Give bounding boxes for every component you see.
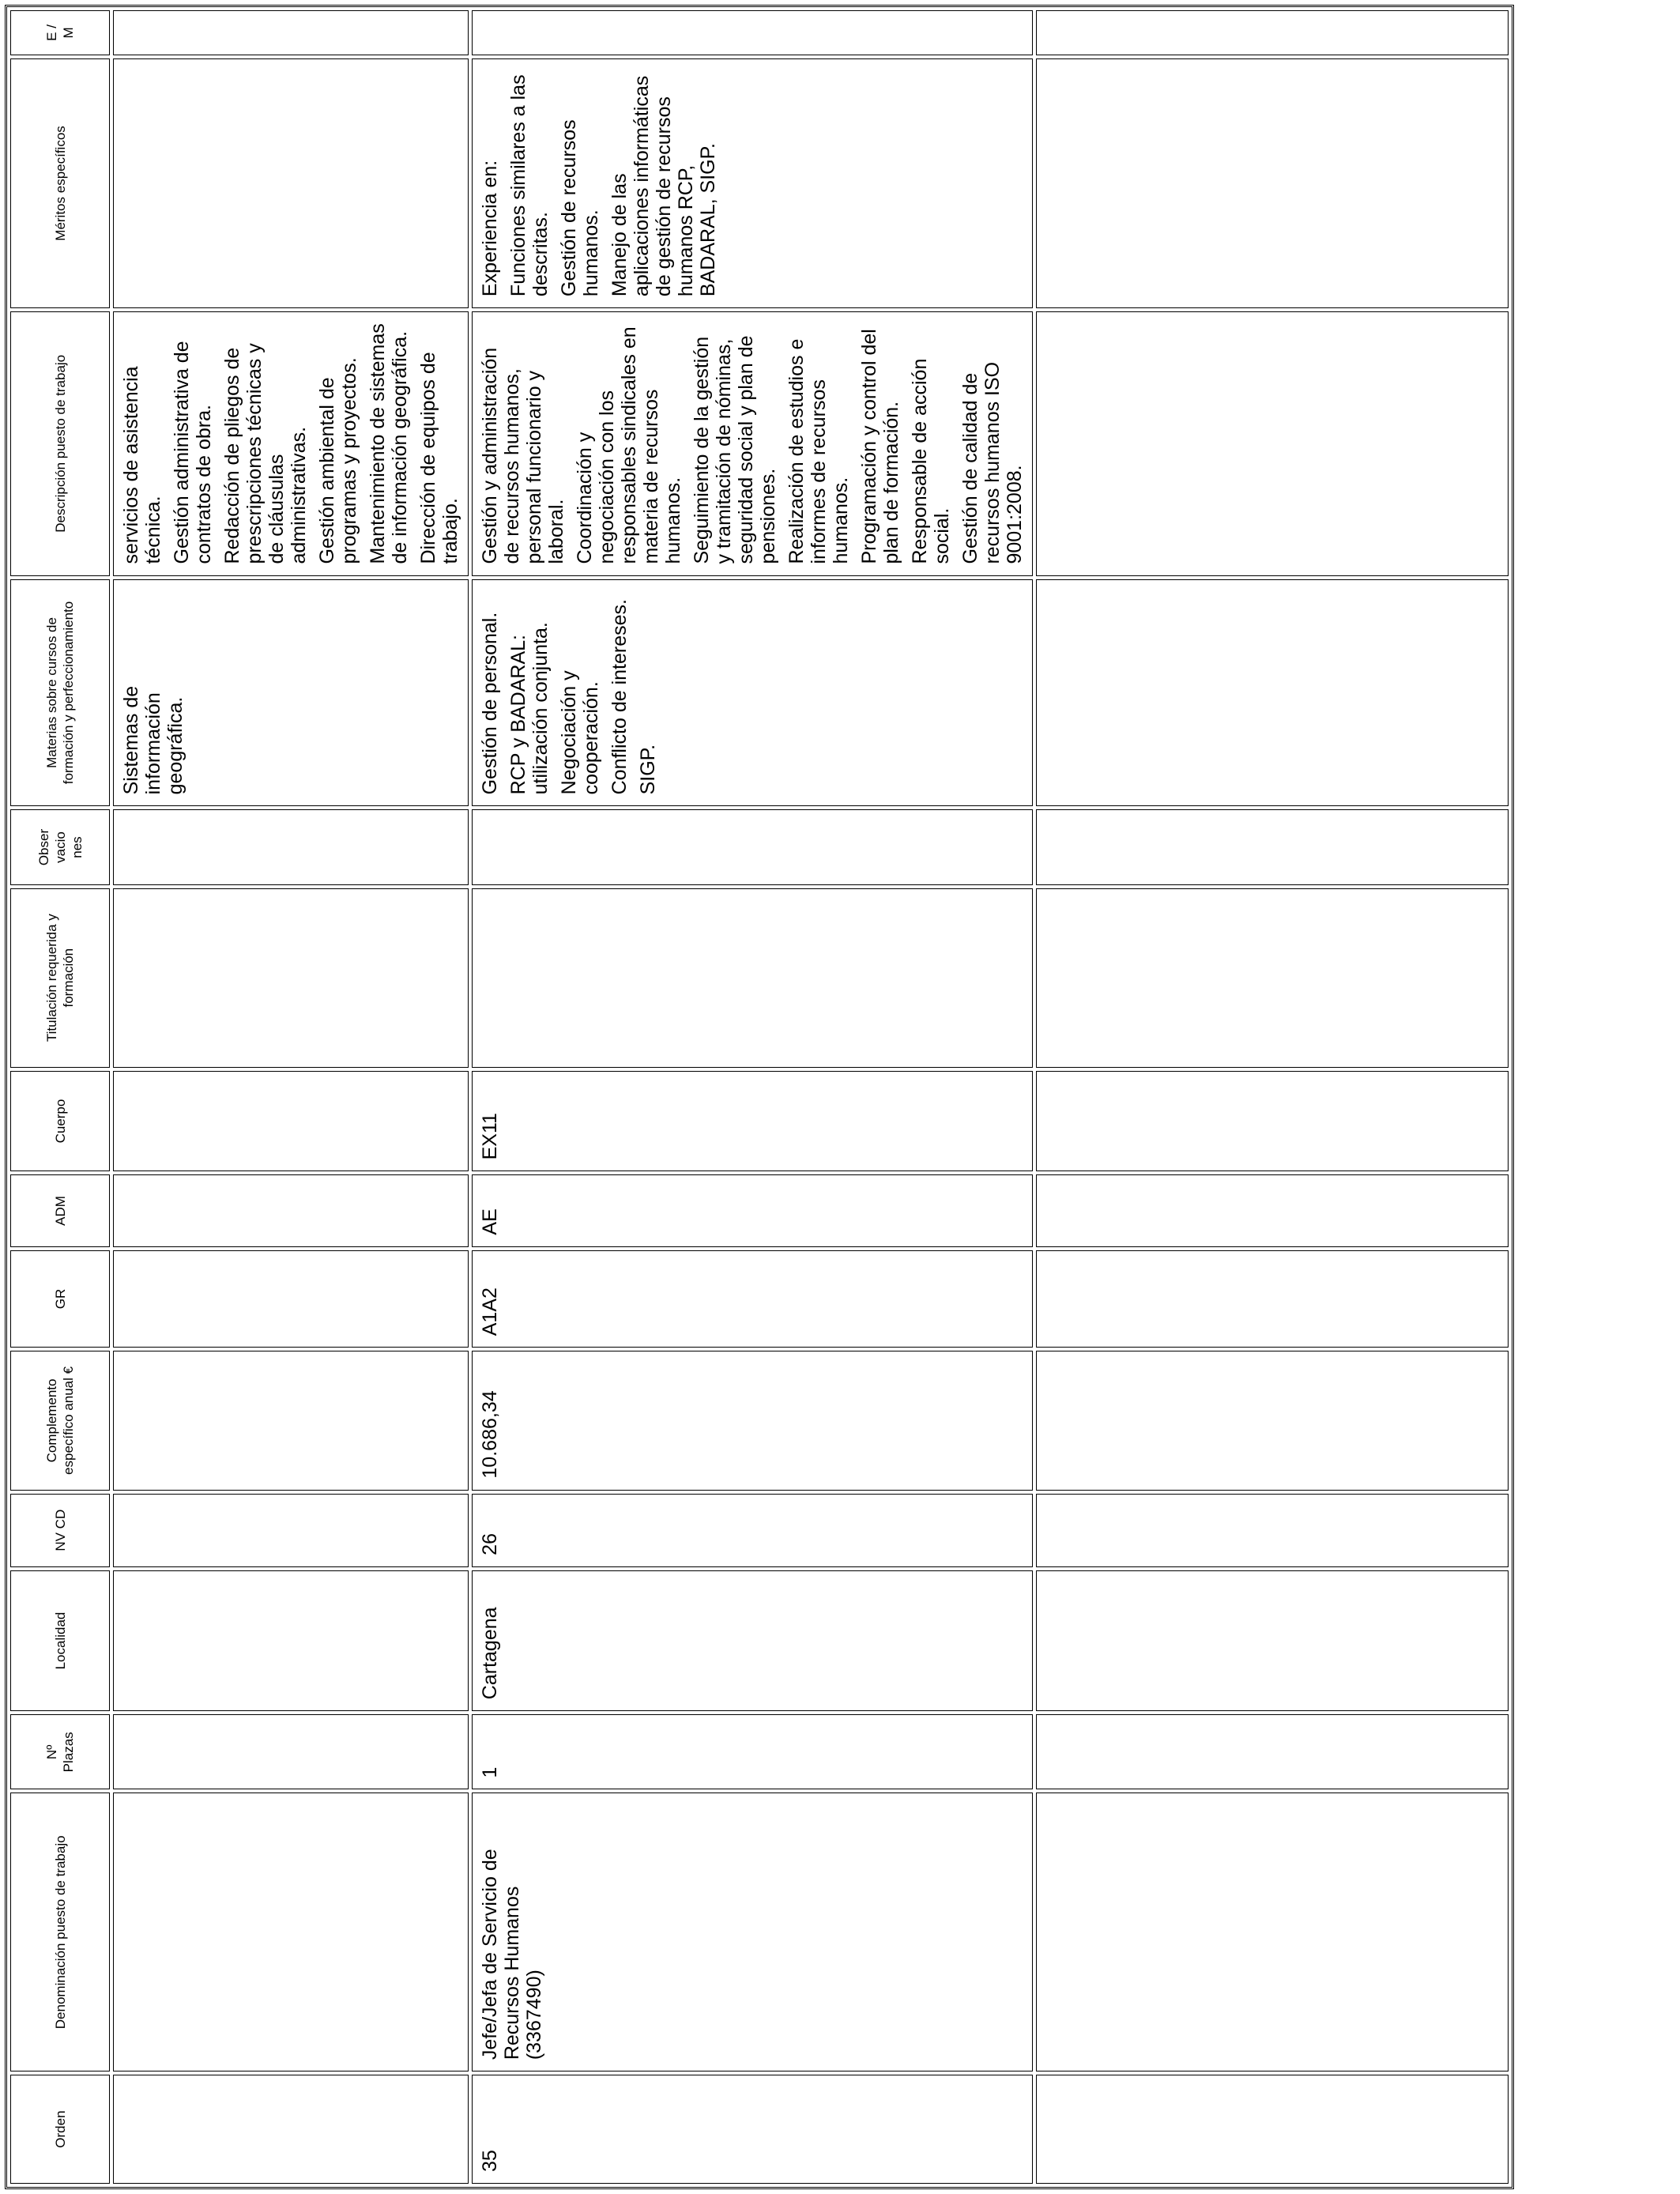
cell-complemento: 10.686,34 <box>472 1351 1033 1490</box>
merito-item: Manejo de las aplicaciones informáticas de gestión de recursos humanos RCP, BADARAL, SIGP. <box>608 75 719 297</box>
cell-orden <box>113 2075 469 2184</box>
merito-item: Gestión de recursos humanos. <box>558 119 602 297</box>
descripcion-item: Seguimiento de la gestión y tramitación de nóminas, seguridad social y plan de pensiones. <box>691 335 779 564</box>
header-orden: Orden <box>10 2075 110 2184</box>
cell-materias <box>472 579 1033 807</box>
job-positions-table <box>5 5 1514 2189</box>
header-adm: ADM <box>10 1174 110 1246</box>
cell-descripcion <box>113 311 469 575</box>
header-row <box>10 10 110 2184</box>
descripcion-item: Responsable de acción social. <box>909 358 953 564</box>
descripcion-item: Gestión ambiental de programas y proyectos. <box>316 357 360 564</box>
descripcion-item: servicios de asistencia técnica. <box>120 366 164 564</box>
header-observaciones: Obser vacio nes <box>10 809 110 884</box>
cell-plazas <box>113 1714 469 1789</box>
cell-observaciones <box>113 809 469 884</box>
header-em: E / M <box>10 10 110 55</box>
descripcion-item: Gestión administrativa de contratos de obra. <box>171 341 215 564</box>
cell-nv-cd <box>113 1494 469 1567</box>
table-row-empty <box>1036 10 1509 2184</box>
descripcion-item: Gestión de calidad de recursos humanos ISO 9001:2008. <box>959 361 1026 564</box>
header-cuerpo: Cuerpo <box>10 1071 110 1172</box>
cell-nv-cd: 26 <box>472 1494 1033 1567</box>
table-row-35 <box>472 10 1033 2184</box>
materia-item: Sistemas de información geográfica. <box>120 685 186 795</box>
cell-materias <box>113 579 469 807</box>
cell-observaciones <box>472 809 1033 884</box>
cell-em <box>472 10 1033 55</box>
cell-denominacion: Jefe/Jefa de Servicio de Recursos Humanos (3367490) <box>472 1793 1033 2071</box>
cell-cuerpo: EX11 <box>472 1071 1033 1172</box>
header-gr: GR <box>10 1250 110 1348</box>
header-titulacion: Titulación requerida y formación <box>10 888 110 1068</box>
cell-meritos <box>113 58 469 308</box>
cell-titulacion <box>113 888 469 1068</box>
cell-plazas: 1 <box>472 1714 1033 1789</box>
header-denominacion: Denominación puesto de trabajo <box>10 1793 110 2071</box>
header-plazas: Nº Plazas <box>10 1714 110 1789</box>
cell-localidad <box>113 1570 469 1711</box>
descripcion-item: Dirección de equipos de trabajo. <box>417 352 461 564</box>
cell-adm: AE <box>472 1174 1033 1246</box>
materia-item: Gestión de personal. <box>479 612 501 795</box>
descripcion-item: Mantenimiento de sistemas de información geográfica. <box>367 323 411 564</box>
table-row-continued <box>113 10 469 2184</box>
cell-em <box>113 10 469 55</box>
materia-item: RCP y BADARAL: utilización conjunta. <box>507 622 552 795</box>
header-meritos: Méritos específicos <box>10 58 110 308</box>
materia-item: SIGP. <box>637 744 659 795</box>
merito-item: Experiencia en: <box>479 160 501 297</box>
descripcion-item: Gestión y administración de recursos humanos, personal funcionario y laboral. <box>479 347 567 564</box>
descripcion-item: Realización de estudios e informes de recursos humanos. <box>785 338 852 564</box>
cell-denominacion <box>113 1793 469 2071</box>
header-materias: Materias sobre cursos de formación y perfeccionamiento <box>10 579 110 807</box>
header-descripcion: Descripción puesto de trabajo <box>10 311 110 575</box>
cell-cuerpo <box>113 1071 469 1172</box>
header-nv-cd: NV CD <box>10 1494 110 1567</box>
materia-item: Negociación y cooperación. <box>558 670 602 795</box>
cell-meritos <box>472 58 1033 308</box>
cell-descripcion <box>472 311 1033 575</box>
descripcion-item: Coordinación y negociación con los responsables sindicales en materia de recursos humanos. <box>574 326 684 564</box>
cell-orden: 35 <box>472 2075 1033 2184</box>
header-localidad: Localidad <box>10 1570 110 1711</box>
descripcion-item: Programación y control del plan de formación. <box>858 329 902 564</box>
merito-item: Funciones similares a las descritas. <box>507 74 552 297</box>
cell-gr: A1A2 <box>472 1250 1033 1348</box>
cell-adm <box>113 1174 469 1246</box>
cell-localidad: Cartagena <box>472 1570 1033 1711</box>
cell-complemento <box>113 1351 469 1490</box>
header-complemento: Complemento específico anual € <box>10 1351 110 1490</box>
descripcion-item: Redacción de pliegos de prescripciones técnicas y de cláusulas administrativas. <box>221 343 310 564</box>
cell-titulacion <box>472 888 1033 1068</box>
materia-item: Conflicto de intereses. <box>608 599 631 795</box>
cell-gr <box>113 1250 469 1348</box>
